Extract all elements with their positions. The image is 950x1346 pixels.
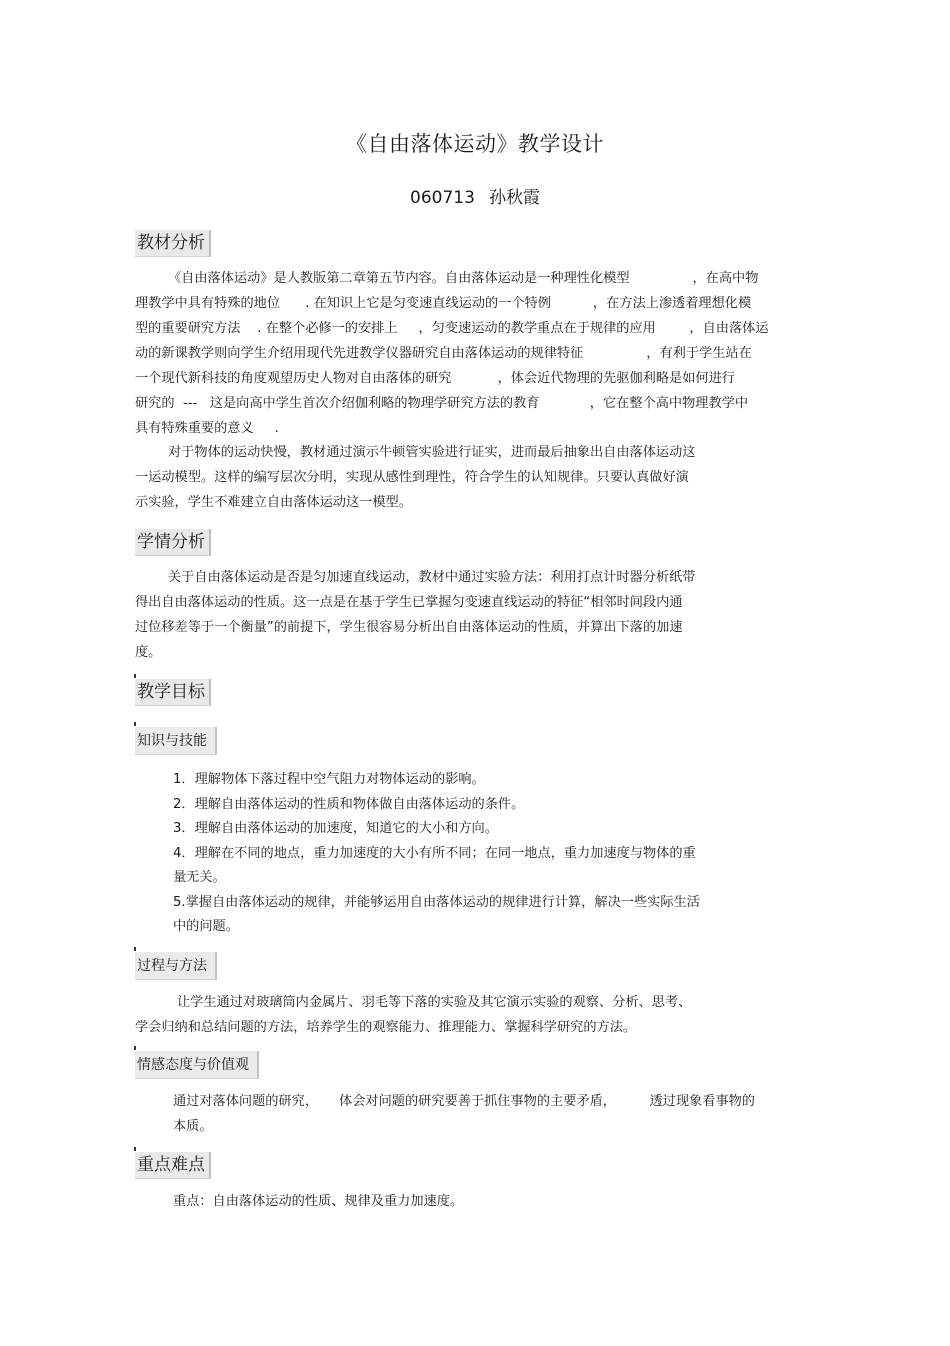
- list-item: 5.掌握自由落体运动的规律，并能够运用自由落体运动的规律进行计算，解决一些实际生活: [173, 894, 700, 910]
- heading-emotion-values: 情感态度与价值观: [135, 1051, 259, 1079]
- author-name: 孙秋霞: [488, 188, 540, 208]
- heading-marker: [134, 947, 136, 951]
- textbook-paragraph-2: [135, 440, 696, 515]
- document-title: 《自由落体运动》教学设计: [346, 132, 604, 156]
- heading-marker: [134, 674, 136, 678]
- text-line: 度。: [135, 645, 162, 660]
- text-line: 具有特殊重要的意义 .: [135, 421, 279, 436]
- heading-marker: [134, 722, 136, 726]
- heading-marker: [134, 1147, 136, 1151]
- list-item: 1．理解物体下落过程中空气阻力对物体运动的影响。: [173, 772, 485, 787]
- list-item: 3．理解自由落体运动的加速度，知道它的大小和方向。: [173, 821, 498, 836]
- text-line: 让学生通过对玻璃筒内金属片、羽毛等下落的实验及其它演示实验的观察、分析、思考、: [177, 995, 692, 1010]
- key-points-paragraph: [173, 1189, 463, 1214]
- text-line: 关于自由落体运动是否是匀加速直线运动，教材中通过实验方法：利用打点计时器分析纸带: [168, 570, 696, 585]
- text-line: 示实验，学生不难建立自由落体运动这一模型。: [135, 495, 412, 510]
- heading-key-points: 重点难点: [135, 1152, 211, 1179]
- list-item: 中的问题。: [173, 919, 239, 934]
- heading-marker: [134, 1046, 136, 1050]
- student-analysis-paragraph: [135, 565, 696, 665]
- text-line: 通过对落体问题的研究， 体会对问题的研究要善于抓住事物的主要矛盾， 透过现象看事物的: [173, 1094, 755, 1109]
- heading-teaching-goals: 教学目标: [135, 679, 211, 706]
- attitude-paragraph: [173, 1089, 755, 1139]
- list-item: 4．理解在不同的地点，重力加速度的大小有所不同；在同一地点，重力加速度与物体的重: [173, 845, 696, 861]
- text-line: 型的重要研究方法 . 在整个必修一的安排上 ，匀变速运动的教学重点在于规律的应用 ，自由落体运: [135, 321, 769, 336]
- heading-process-method: 过程与方法: [135, 952, 217, 980]
- heading-textbook-analysis: 教材分析: [135, 230, 211, 257]
- author-line: [0, 183, 950, 208]
- process-paragraph: [135, 990, 691, 1040]
- text-line: 学会归纳和总结问题的方法，培养学生的观察能力、推理能力、掌握科学研究的方法。: [135, 1020, 637, 1035]
- text-line: 得出自由落体运动的性质。这一点是在基于学生已掌握匀变速直线运动的特征“相邻时间段内通: [135, 595, 683, 610]
- text-line: 研究的 --- 这是向高中学生首次介绍伽利略的物理学研究方法的教育 ，它在整个高中物理教学中: [135, 396, 749, 411]
- text-line: 《自由落体运动》是人教版第二章第五节内容。自由落体运动是一种理性化模型 ，在高中物: [168, 271, 759, 286]
- heading-student-analysis: 学情分析: [135, 529, 211, 556]
- text-line: 本质。: [173, 1119, 213, 1134]
- text-line: 过位移差等于一个衡量”的前提下，学生很容易分析出自由落体运动的性质，并算出下落的加速: [135, 620, 683, 635]
- text-line: 理教学中具有特殊的地位 . 在知识上它是匀变速直线运动的一个特例 ，在方法上渗透着理想化模: [135, 296, 752, 311]
- text-line: 动的新课教学则向学生介绍用现代先进教学仪器研究自由落体运动的规律特征 ，有利于学生站在: [135, 346, 752, 361]
- list-item: 量无关。: [173, 870, 226, 885]
- author-id: 060713: [410, 188, 475, 208]
- textbook-paragraph-1: [135, 266, 769, 441]
- heading-knowledge-skills: 知识与技能: [135, 727, 217, 755]
- text-line: 对于物体的运动快慢，教材通过演示牛顿管实验进行证实，进而最后抽象出自由落体运动这: [168, 445, 696, 460]
- knowledge-list: [173, 768, 773, 940]
- text-line: 一个现代新科技的角度观望历史人物对自由落体的研究 ，体会近代物理的先驱伽利略是如何进行: [135, 371, 735, 386]
- list-item: 2．理解自由落体运动的性质和物体做自由落体运动的条件。: [173, 796, 525, 812]
- text-line: 重点：自由落体运动的性质、规律及重力加速度。: [173, 1194, 464, 1209]
- text-line: 一运动模型。这样的编写层次分明，实现从感性到理性，符合学生的认知规律。只要认真做好演: [135, 470, 689, 485]
